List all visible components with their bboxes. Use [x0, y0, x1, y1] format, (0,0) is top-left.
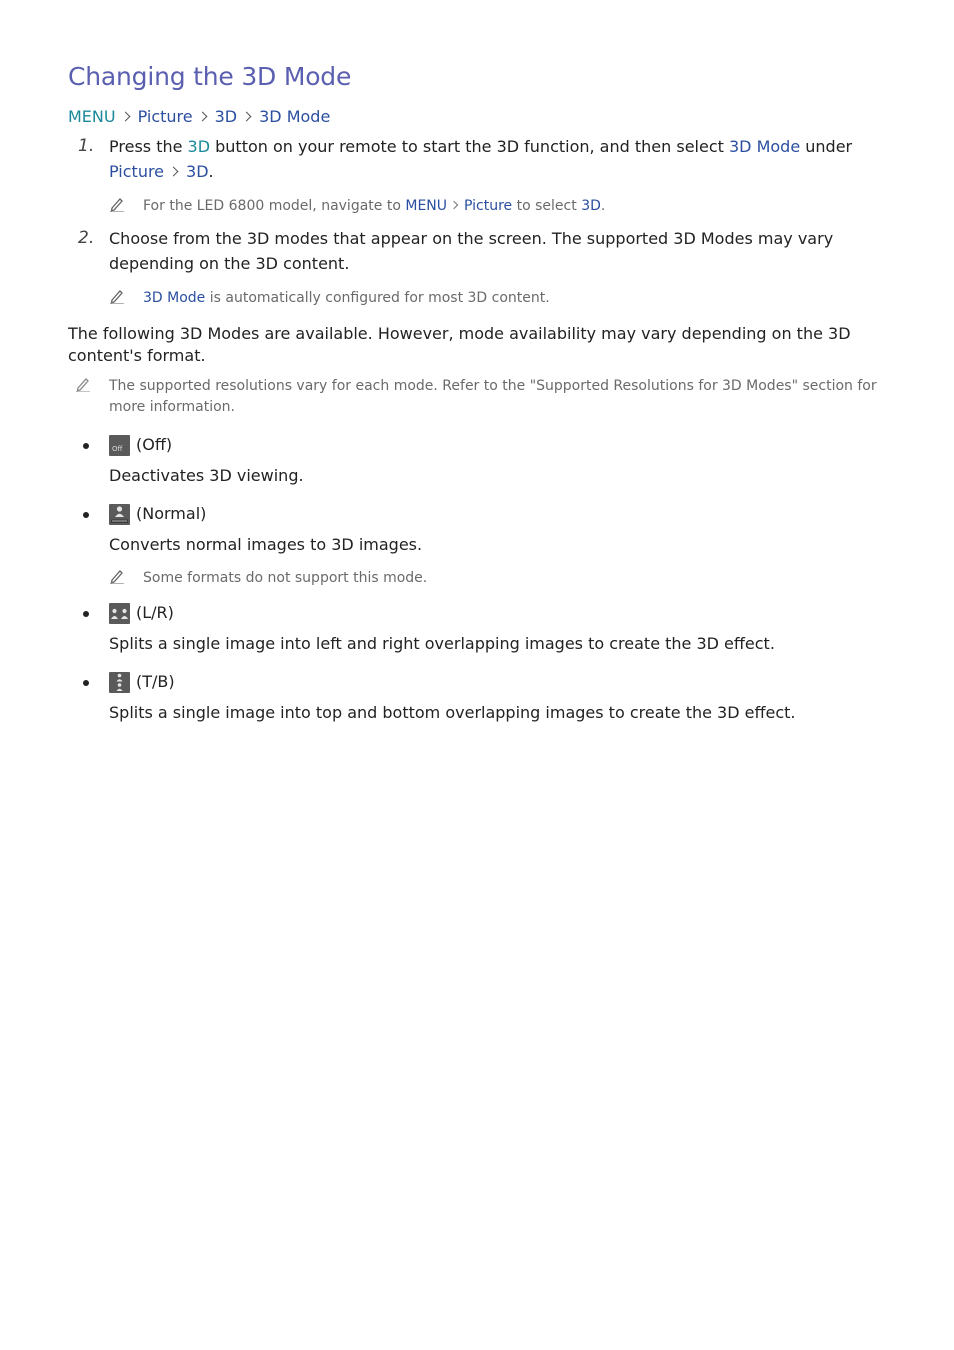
mode-label: (Off) — [136, 435, 173, 454]
chevron-right-icon — [197, 112, 207, 122]
page-content — [68, 62, 888, 724]
menu-3d: 3D — [186, 162, 209, 181]
note-text: to select — [512, 198, 582, 214]
mode-label: (L/R) — [136, 603, 174, 622]
mode-label: (Normal) — [136, 504, 207, 523]
mode-description: Splits a single image into top and bottom overlapping images to create the 3D effect. — [109, 703, 796, 722]
step-text: . — [208, 162, 214, 181]
pencil-note-icon — [109, 196, 125, 212]
breadcrumb-3d: 3D — [214, 107, 238, 126]
note-text: Some formats do not support this mode. — [143, 570, 428, 586]
note-normal — [109, 568, 888, 589]
menu-3d-mode: 3D Mode — [728, 137, 801, 156]
mode-description: Converts normal images to 3D images. — [109, 535, 423, 554]
pencil-note-icon — [109, 288, 125, 304]
note-picture: Picture — [464, 198, 513, 214]
off-icon — [109, 435, 130, 456]
mode-label: (T/B) — [136, 672, 175, 691]
key-3d: 3D — [187, 137, 211, 156]
chevron-right-icon — [169, 167, 179, 177]
normal-2d-to-3d-icon — [109, 504, 130, 525]
bullet-icon — [83, 680, 89, 686]
top-bottom-icon — [109, 672, 130, 693]
step-1 — [68, 134, 888, 184]
menu-picture: Picture — [109, 162, 165, 181]
step-text: button on your remote to start the 3D function, and then select — [210, 137, 729, 156]
list-item-tb — [68, 671, 888, 724]
mode-description: Deactivates 3D viewing. — [109, 466, 304, 485]
chevron-right-icon — [120, 112, 130, 122]
mode-description: Splits a single image into left and right overlapping images to create the 3D effect. — [109, 634, 775, 653]
pencil-note-icon — [75, 376, 91, 392]
note-3d-mode: 3D Mode — [143, 290, 206, 306]
note-3d: 3D — [581, 198, 601, 214]
list-item-lr — [68, 602, 888, 655]
bullet-icon — [83, 611, 89, 617]
step-text: Choose from the 3D modes that appear on the screen. The supported 3D Modes may vary depending on the 3D content. — [109, 229, 834, 273]
note-step-2 — [109, 288, 888, 309]
left-right-icon — [109, 603, 130, 624]
breadcrumb-3d-mode: 3D Mode — [259, 107, 331, 126]
step-text: Press the — [109, 137, 188, 156]
breadcrumb — [68, 107, 888, 127]
pencil-note-icon — [109, 568, 125, 584]
note-step-1 — [109, 196, 888, 217]
step-number: 2. — [78, 228, 95, 248]
chevron-right-icon — [242, 112, 252, 122]
note-text: For the LED 6800 model, navigate to — [143, 198, 406, 214]
note-text: The supported resolutions vary for each mode. Refer to the "Supported Resolutions for 3D Modes" section for more information. — [109, 378, 877, 415]
page-title: Changing the 3D Mode — [68, 62, 352, 91]
note-text: . — [600, 198, 606, 214]
breadcrumb-picture: Picture — [137, 107, 193, 126]
chevron-right-icon — [450, 201, 458, 209]
intro-paragraph: The following 3D Modes are available. However, mode availability may vary depending on the 3D content's format. — [68, 324, 851, 365]
note-text: is automatically configured for most 3D content. — [205, 290, 550, 306]
step-number: 1. — [78, 136, 95, 156]
list-item-off — [68, 434, 888, 487]
intro-note — [68, 376, 888, 418]
breadcrumb-menu: MENU — [68, 107, 116, 126]
bullet-icon — [83, 443, 89, 449]
bullet-icon — [83, 512, 89, 518]
list-item-normal — [68, 503, 888, 589]
step-text: under — [800, 137, 853, 156]
step-2 — [68, 226, 888, 276]
note-menu: MENU — [405, 198, 448, 214]
